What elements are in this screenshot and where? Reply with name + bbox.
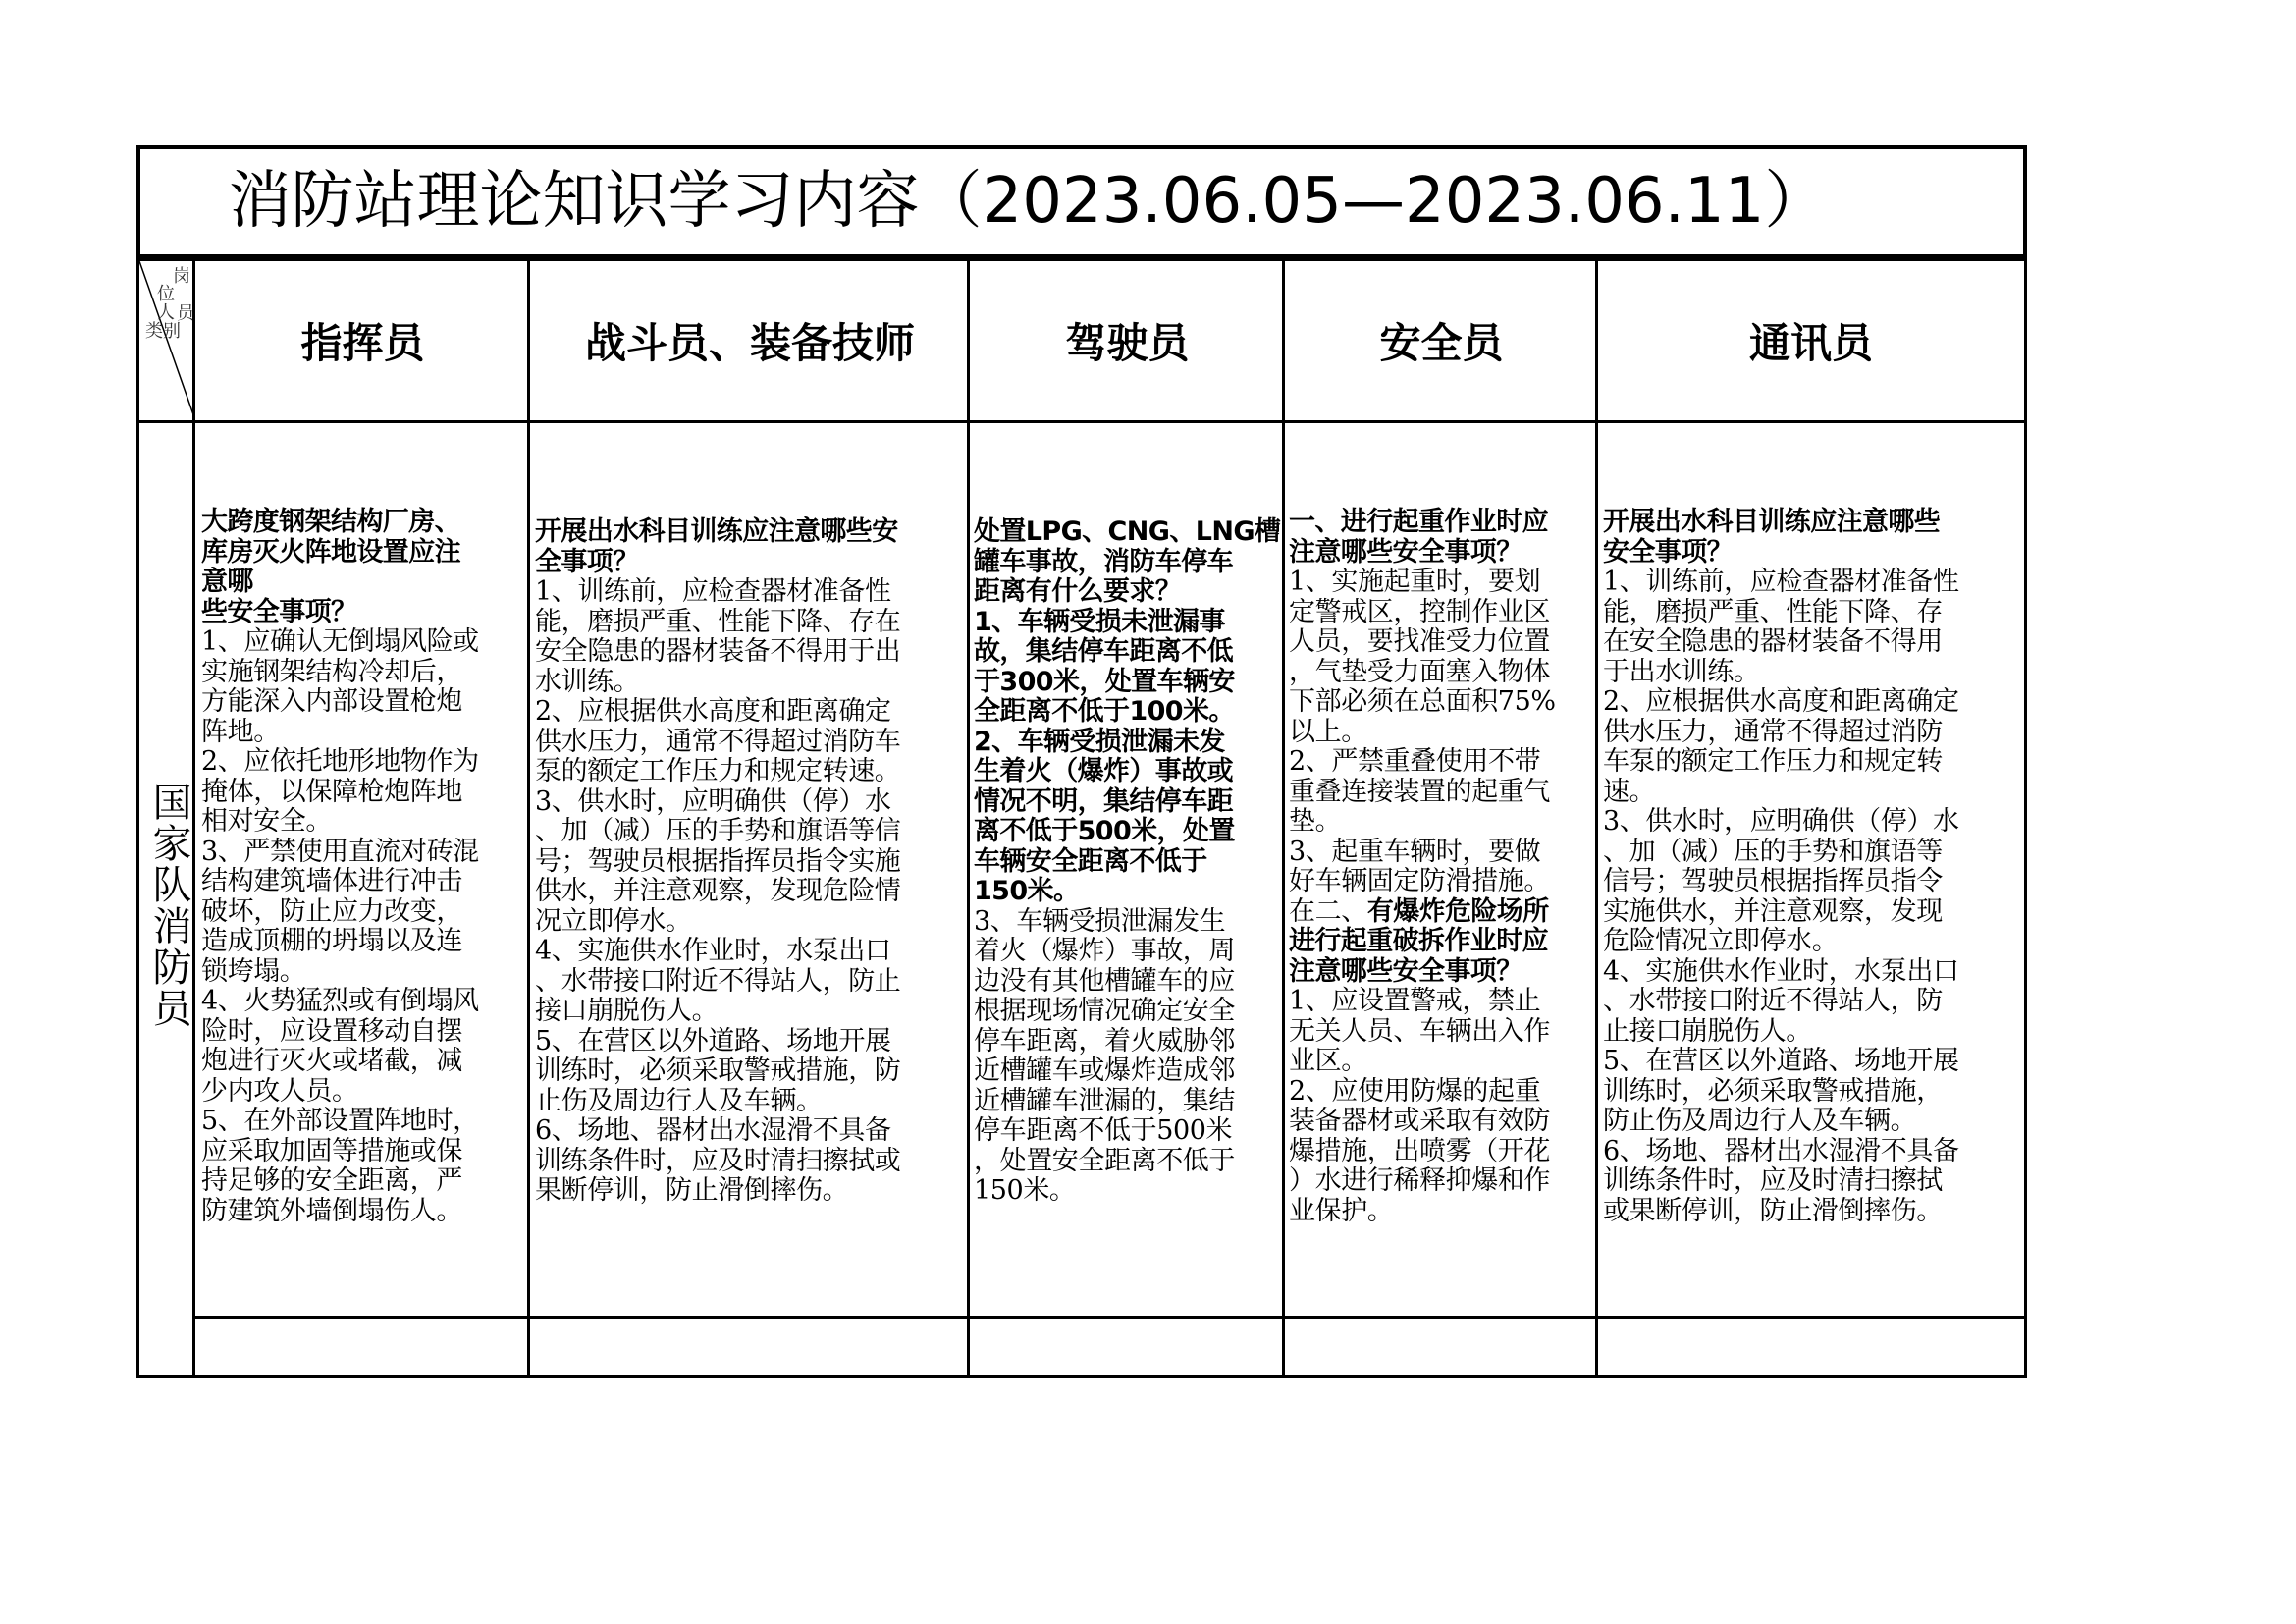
text-line: 供水压力，通常不得超过消防 — [1603, 716, 1943, 747]
text-line: 训练时，必须采取警戒措施， — [1603, 1075, 1943, 1107]
row-label-cell — [136, 420, 195, 1378]
text-line: 150米。 — [974, 1175, 1076, 1206]
corner-label-staff: 员 — [177, 303, 194, 324]
text-line: 3、车辆受损泄漏发生 — [974, 905, 1226, 937]
comms-question: 开展出水科目训练应注意哪些 安全事项？ — [1603, 507, 1941, 568]
text-line: 防止伤及周边行人及车辆。 — [1603, 1106, 1917, 1136]
corner-header-cell — [136, 258, 195, 420]
text-line: 装备器材或采取有效防 — [1289, 1106, 1550, 1136]
text-line: 2、车辆受损泄漏未发 — [974, 726, 1225, 757]
safety-answers-1 — [1289, 568, 1598, 897]
text-line: 故，集结停车距离不低 — [974, 636, 1233, 667]
text-line: 号；驾驶员根据指挥员指令实施 — [535, 845, 901, 877]
text-line: 情况不明，集结停车距 — [974, 785, 1233, 817]
text-line: 2、严禁重叠使用不带 — [1289, 746, 1541, 777]
text-line: 实施钢架结构冷却后， — [201, 656, 462, 687]
column-header-fighter: 战斗员、装备技师 — [527, 258, 970, 420]
text-line: 掩体，以保障枪炮阵地 — [201, 776, 462, 807]
text-line: 以上。 — [1289, 716, 1367, 747]
commander-answers — [201, 627, 530, 1226]
text-line: 止伤及周边行人及车辆。 — [535, 1085, 823, 1116]
text-line: 垫。 — [1289, 806, 1342, 837]
fighter-question: 开展出水科目训练应注意哪些安 全事项？ — [535, 516, 898, 577]
text-line: 结构建筑墙体进行冲击 — [201, 866, 462, 896]
text-line: 1、应确认无倒塌风险或 — [201, 626, 479, 657]
text-line: 水训练。 — [535, 666, 640, 697]
text-line: ）水进行稀释抑爆和作 — [1289, 1165, 1550, 1196]
text-line: 4、实施供水作业时，水泵出口 — [1603, 955, 1959, 987]
text-line: 造成顶棚的坍塌以及连 — [201, 926, 462, 956]
text-line: 相对安全。 — [201, 806, 332, 837]
text-line: 于出水训练。 — [1603, 656, 1760, 687]
text-line: 4、火势猛烈或有倒塌风 — [201, 986, 479, 1016]
text-line: 1、应设置警戒，禁止 — [1289, 986, 1541, 1016]
text-line: 3、供水时，应明确供（停）水 — [535, 785, 891, 817]
text-line: 2、应依托地形地物作为 — [201, 746, 479, 777]
column-header-comms: 通讯员 — [1595, 258, 2027, 420]
content-commander — [192, 420, 530, 1316]
text-line: 速。 — [1603, 776, 1656, 807]
text-line: 破坏，防止应力改变， — [201, 895, 462, 927]
text-line: 阵地。 — [201, 716, 280, 747]
text-line: 6、场地、器材出水湿滑不具备 — [535, 1115, 891, 1146]
empty-cell-comms — [1595, 1316, 2027, 1378]
row-label: 国家队消防员 — [146, 782, 191, 1029]
text-line: 好车辆固定防滑措施。 — [1289, 866, 1550, 896]
text-line: 或果断停训，防止滑倒摔伤。 — [1603, 1195, 1943, 1226]
text-line: 人员，要找准受力位置 — [1289, 626, 1550, 657]
text-line: 少内攻人员。 — [201, 1075, 358, 1107]
text-line: 安全隐患的器材装备不得用于出 — [535, 636, 901, 667]
column-header-commander: 指挥员 — [192, 258, 530, 420]
text-line: 1、车辆受损未泄漏事 — [974, 606, 1225, 637]
driver-bold-answers — [974, 608, 1285, 907]
text-line: 2、应根据供水高度和距离确定 — [1603, 686, 1959, 717]
study-schedule-table — [136, 145, 2027, 1378]
page-title — [136, 145, 2027, 258]
text-line: 锁垮塌。 — [201, 955, 306, 987]
text-line: 训练时，必须采取警戒措施，防 — [535, 1056, 901, 1086]
text-line: 5、在营区以外道路、场地开展 — [1603, 1046, 1959, 1076]
text-line: 于300米，处置车辆安 — [974, 666, 1235, 697]
text-line: 业保护。 — [1289, 1195, 1394, 1226]
text-line: 果断停训，防止滑倒摔伤。 — [535, 1175, 849, 1206]
text-line: 3、起重车辆时，要做 — [1289, 836, 1541, 867]
text-line: 供水，并注意观察，发现危险情 — [535, 876, 901, 906]
text-line: 根据现场情况确定安全 — [974, 996, 1235, 1026]
text-line: 4、实施供水作业时，水泵出口 — [535, 936, 891, 966]
text-line: 5、在营区以外道路、场地开展 — [535, 1025, 891, 1056]
text-line: 炮进行灭火或堵截，减 — [201, 1046, 462, 1076]
text-line: 在安全隐患的器材装备不得用 — [1603, 626, 1943, 657]
column-header-driver: 驾驶员 — [967, 258, 1285, 420]
empty-cell-commander — [192, 1316, 530, 1378]
driver-answers — [974, 907, 1285, 1207]
safety-question-2: 在二、有爆炸危险场所 进行起重破拆作业时应 注意哪些安全事项？ — [1289, 895, 1549, 987]
text-line: 泵的额定工作压力和规定转速。 — [535, 756, 901, 786]
fighter-answers — [535, 577, 970, 1207]
text-line: 况立即停水。 — [535, 905, 692, 937]
text-line: 6、场地、器材出水湿滑不具备 — [1603, 1135, 1959, 1166]
text-line: 无关人员、车辆出入作 — [1289, 1015, 1550, 1047]
text-line: 、加（减）压的手势和旗语等信 — [535, 816, 901, 846]
text-line: 重叠连接装置的起重气 — [1289, 776, 1550, 807]
column-header-safety: 安全员 — [1282, 258, 1598, 420]
text-line: 定警戒区，控制作业区 — [1289, 596, 1550, 627]
text-line: ，气垫受力面塞入物体 — [1289, 656, 1550, 687]
text-line: 能，磨损严重、性能下降、存在 — [535, 606, 901, 637]
text-line: 能，磨损严重、性能下降、存 — [1603, 596, 1943, 627]
text-line: 停车距离，着火威胁邻 — [974, 1025, 1235, 1056]
text-line: 150米。 — [974, 876, 1080, 906]
text-line: 生着火（爆炸）事故或 — [974, 756, 1233, 786]
comms-answers — [1603, 568, 2024, 1226]
text-line: 3、供水时，应明确供（停）水 — [1603, 806, 1959, 837]
text-line: 业区。 — [1289, 1046, 1367, 1076]
safety-answers-2 — [1289, 987, 1598, 1226]
text-line: 近槽罐车泄漏的，集结 — [974, 1085, 1235, 1116]
text-line: 1、实施起重时，要划 — [1289, 567, 1541, 597]
text-line: 训练条件时，应及时清扫擦拭或 — [535, 1145, 901, 1176]
text-line: 离不低于500米，处置 — [974, 816, 1235, 846]
text-line: 2、应根据供水高度和距离确定 — [535, 696, 891, 727]
text-line: 、水带接口附近不得站人，防止 — [535, 965, 901, 997]
text-line: 着火（爆炸）事故，周 — [974, 936, 1235, 966]
empty-cell-safety — [1282, 1316, 1598, 1378]
text-line: 、水带接口附近不得站人，防 — [1603, 986, 1943, 1016]
text-line: 止接口崩脱伤人。 — [1603, 1015, 1812, 1047]
text-line: 1、训练前，应检查器材准备性 — [535, 576, 891, 607]
text-line: 持足够的安全距离，严 — [201, 1165, 462, 1196]
text-line: 下部必须在总面积75% — [1289, 686, 1556, 717]
text-line: 停车距离不低于500米 — [974, 1115, 1233, 1146]
text-line: 车泵的额定工作压力和规定转 — [1603, 746, 1943, 777]
text-line: 接口崩脱伤人。 — [535, 996, 719, 1026]
driver-question: 处置LPG、CNG、LNG槽 罐车事故，消防车停车 距离有什么要求？ — [974, 516, 1281, 607]
content-safety — [1282, 420, 1598, 1316]
text-line: 2、应使用防爆的起重 — [1289, 1075, 1541, 1107]
text-line: 边没有其他槽罐车的应 — [974, 965, 1235, 997]
text-line: 、加（减）压的手势和旗语等 — [1603, 836, 1943, 867]
text-line: 全距离不低于100米。 — [974, 696, 1235, 727]
text-line: 3、严禁使用直流对砖混 — [201, 836, 479, 867]
text-line: 方能深入内部设置枪炮 — [201, 686, 462, 717]
corner-label-post: 岗 — [173, 266, 190, 287]
safety-question-1: 一、进行起重作业时应 注意哪些安全事项？ — [1289, 507, 1548, 568]
commander-question: 大跨度钢架结构厂房、 库房灭火阵地设置应注 意哪 些安全事项？ — [201, 507, 460, 627]
text-line: ，处置安全距离不低于 — [974, 1145, 1235, 1176]
content-driver — [967, 420, 1285, 1316]
empty-cell-driver — [967, 1316, 1285, 1378]
text-line: 实施供水，并注意观察，发现 — [1603, 895, 1943, 927]
content-comms — [1595, 420, 2027, 1316]
text-line: 车辆安全距离不低于 — [974, 845, 1207, 877]
text-line: 危险情况立即停水。 — [1603, 926, 1839, 956]
empty-cell-fighter — [527, 1316, 970, 1378]
text-line: 5、在外部设置阵地时， — [201, 1106, 479, 1136]
text-line: 防建筑外墙倒塌伤人。 — [201, 1195, 462, 1226]
text-line: 1、训练前，应检查器材准备性 — [1603, 567, 1959, 597]
text-line: 训练条件时，应及时清扫擦拭 — [1603, 1165, 1943, 1196]
text-line: 近槽罐车或爆炸造成邻 — [974, 1056, 1235, 1086]
corner-label-people: 位 人 类别 — [145, 284, 181, 342]
content-fighter — [527, 420, 970, 1316]
text-line: 信号；驾驶员根据指挥员指令 — [1603, 866, 1943, 896]
text-line: 险时，应设置移动自摆 — [201, 1015, 462, 1047]
text-line: 应采取加固等措施或保 — [201, 1135, 462, 1166]
title-text: 消防站理论知识学习内容（2023.06.05—2023.06.11） — [228, 165, 1828, 238]
text-line: 爆措施，出喷雾（开花 — [1289, 1135, 1550, 1166]
text-line: 供水压力，通常不得超过消防车 — [535, 726, 901, 757]
